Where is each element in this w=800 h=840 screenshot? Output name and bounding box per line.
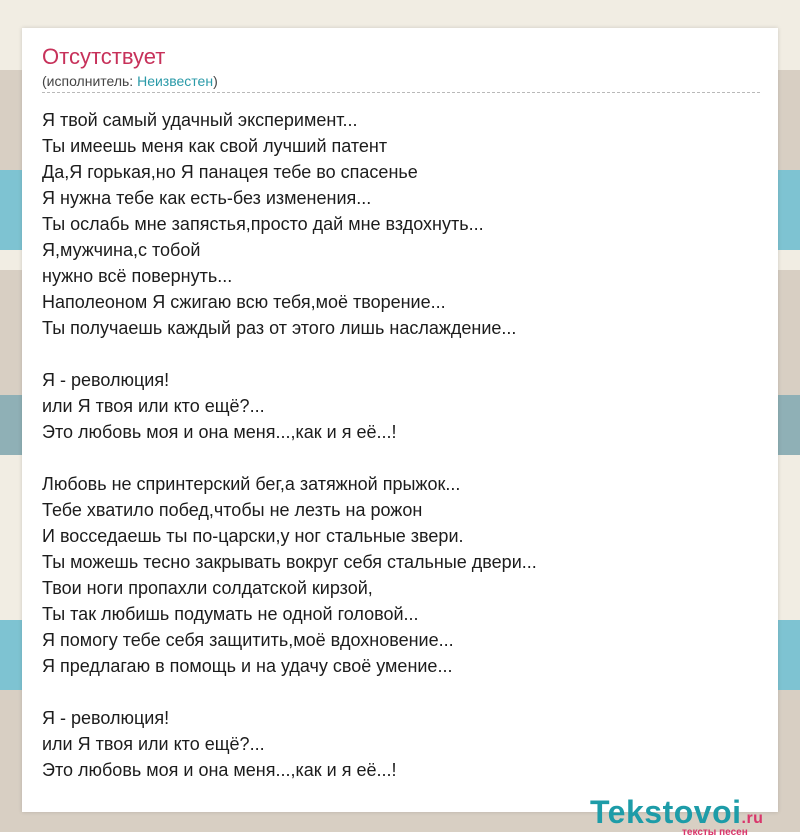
artist-prefix: (исполнитель: <box>42 73 138 89</box>
lyric-line: Любовь не спринтерский бег,а затяжной прыжок... <box>42 474 461 494</box>
stanza-break <box>42 341 762 367</box>
artist-line <box>42 73 218 89</box>
lyrics-text <box>42 107 762 783</box>
lyric-line: Я - революция! <box>42 370 170 390</box>
lyric-line: Ты ослабь мне запястья,просто дай мне вздохнуть... <box>42 214 484 234</box>
logo-wordmark <box>590 794 763 831</box>
lyric-line: Ты имеешь меня как свой лучший патент <box>42 136 388 156</box>
lyric-line: Твои ноги пропахли солдатской кирзой, <box>42 578 373 598</box>
lyric-line: Наполеоном Я сжигаю всю тебя,моё творение... <box>42 292 446 312</box>
site-logo[interactable] <box>590 794 800 840</box>
lyric-line: И восседаешь ты по-царски,у ног стальные звери. <box>42 526 464 546</box>
logo-name: Tekstovoi <box>590 794 742 830</box>
lyric-line: Я твой самый удачный эксперимент... <box>42 110 358 130</box>
song-title: Отсутствует <box>42 44 166 69</box>
logo-tld: .ru <box>741 810 764 827</box>
artist-suffix: ) <box>213 73 218 89</box>
lyric-line: или Я твоя или кто ещё?... <box>42 734 265 754</box>
stanza-break <box>42 679 762 705</box>
stanza-break <box>42 445 762 471</box>
lyric-line: Я - революция! <box>42 708 170 728</box>
lyric-line: Это любовь моя и она меня...,как и я её...! <box>42 422 397 442</box>
lyric-line: Да,Я горькая,но Я панацея тебе во спасенье <box>42 162 418 182</box>
lyric-line: Я,мужчина,с тобой <box>42 240 201 260</box>
lyric-line: Тебе хватило побед,чтобы не лезть на рожон <box>42 500 423 520</box>
lyric-line: или Я твоя или кто ещё?... <box>42 396 265 416</box>
lyric-line: Ты получаешь каждый раз от этого лишь наслаждение... <box>42 318 517 338</box>
lyric-line: Ты так любишь подумать не одной головой... <box>42 604 419 624</box>
title-divider <box>42 92 760 93</box>
logo-tagline: тексты песен <box>682 827 748 838</box>
artist-link[interactable]: Неизвестен <box>137 73 214 89</box>
lyric-line: нужно всё повернуть... <box>42 266 233 286</box>
lyric-line: Я предлагаю в помощь и на удачу своё умение... <box>42 656 453 676</box>
lyric-line: Я помогу тебе себя защитить,моё вдохновение... <box>42 630 454 650</box>
lyric-line: Ты можешь тесно закрывать вокруг себя стальные двери... <box>42 552 537 572</box>
lyrics-card <box>22 28 778 838</box>
lyric-line: Я нужна тебе как есть-без изменения... <box>42 188 372 208</box>
lyric-line: Это любовь моя и она меня...,как и я её...! <box>42 760 397 780</box>
